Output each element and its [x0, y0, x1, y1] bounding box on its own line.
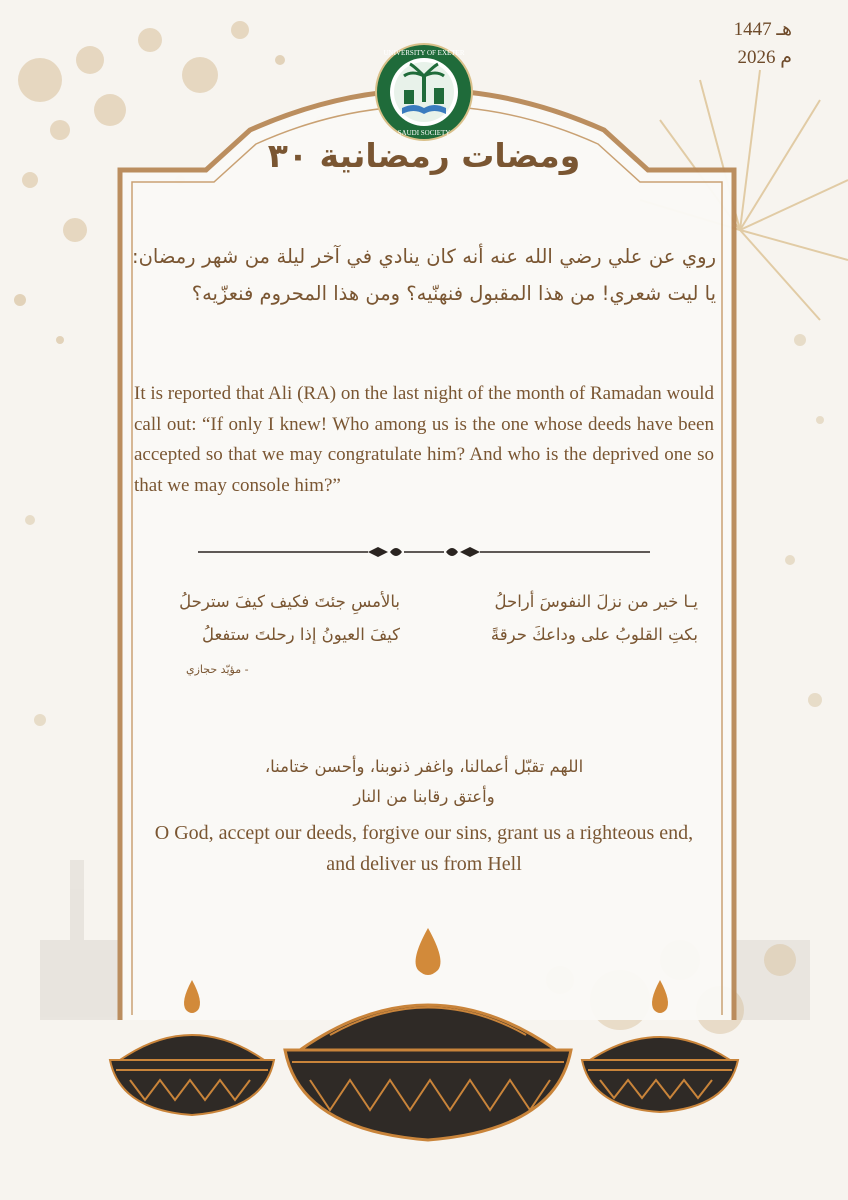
date-block	[734, 16, 792, 72]
poem-hemistich: بالأمسِ جئتَ فكيف كيفَ سترحلُ	[179, 592, 400, 611]
logo-top-text: UNIVERSITY OF EXETER	[383, 49, 465, 57]
flame-icon	[184, 980, 200, 1013]
poem-hemistich: يـا خير من نزلَ النفوسَ أراحلُ	[494, 592, 698, 611]
lamp-left	[110, 1035, 274, 1115]
logo-bottom-text: SAUDI SOCIETY	[397, 129, 451, 137]
flame-icon	[652, 980, 668, 1013]
lamp-right	[582, 1037, 738, 1112]
flame-icon	[416, 928, 441, 975]
poem-line	[150, 592, 698, 625]
english-paragraph: It is reported that Ali (RA) on the last night of the month of Ramadan would call out: “If only I knew! Who among us is the one whose deeds have been accepted so that we may congratulate him? And who is the deprived one so that we may console him?”	[134, 383, 714, 496]
gregorian-year: 2026 م	[737, 47, 792, 68]
page-title: ومضات رمضانية ٣٠	[267, 136, 581, 175]
university-logo	[374, 42, 474, 142]
arabic-paragraph: روي عن علي رضي الله عنه أنه كان ينادي في آخر ليلة من شهر رمضان: يا ليت شعري! من هذا المقبول فنهنّيه؟ ومن هذا المحروم فنعزّيه؟	[132, 245, 716, 305]
oil-lamps-decoration	[0, 900, 848, 1200]
poem	[150, 592, 698, 658]
dua-arabic-line: اللهم تقبّل أعمالنا، واغفر ذنوبنا، وأحسن ختامنا،	[264, 757, 584, 776]
dua-english: O God, accept our deeds, forgive our sins, grant us a righteous end, and deliver us from Hell	[154, 822, 694, 875]
poem-hemistich: كيفَ العيونُ إذا رحلتَ ستفعلُ	[201, 625, 400, 644]
ornamental-divider	[198, 540, 650, 564]
poem-hemistich: بكتِ القلوبُ على وداعكَ حرقةً	[490, 625, 698, 644]
hijri-year: 1447 هـ	[733, 19, 792, 40]
dua-arabic-line: وأعتق رقابنا من النار	[353, 787, 495, 806]
poet-attribution: - مؤيّد حجازي	[186, 663, 249, 676]
lamp-center	[285, 1005, 571, 1140]
poem-line	[150, 625, 698, 658]
dua-arabic	[150, 752, 698, 812]
